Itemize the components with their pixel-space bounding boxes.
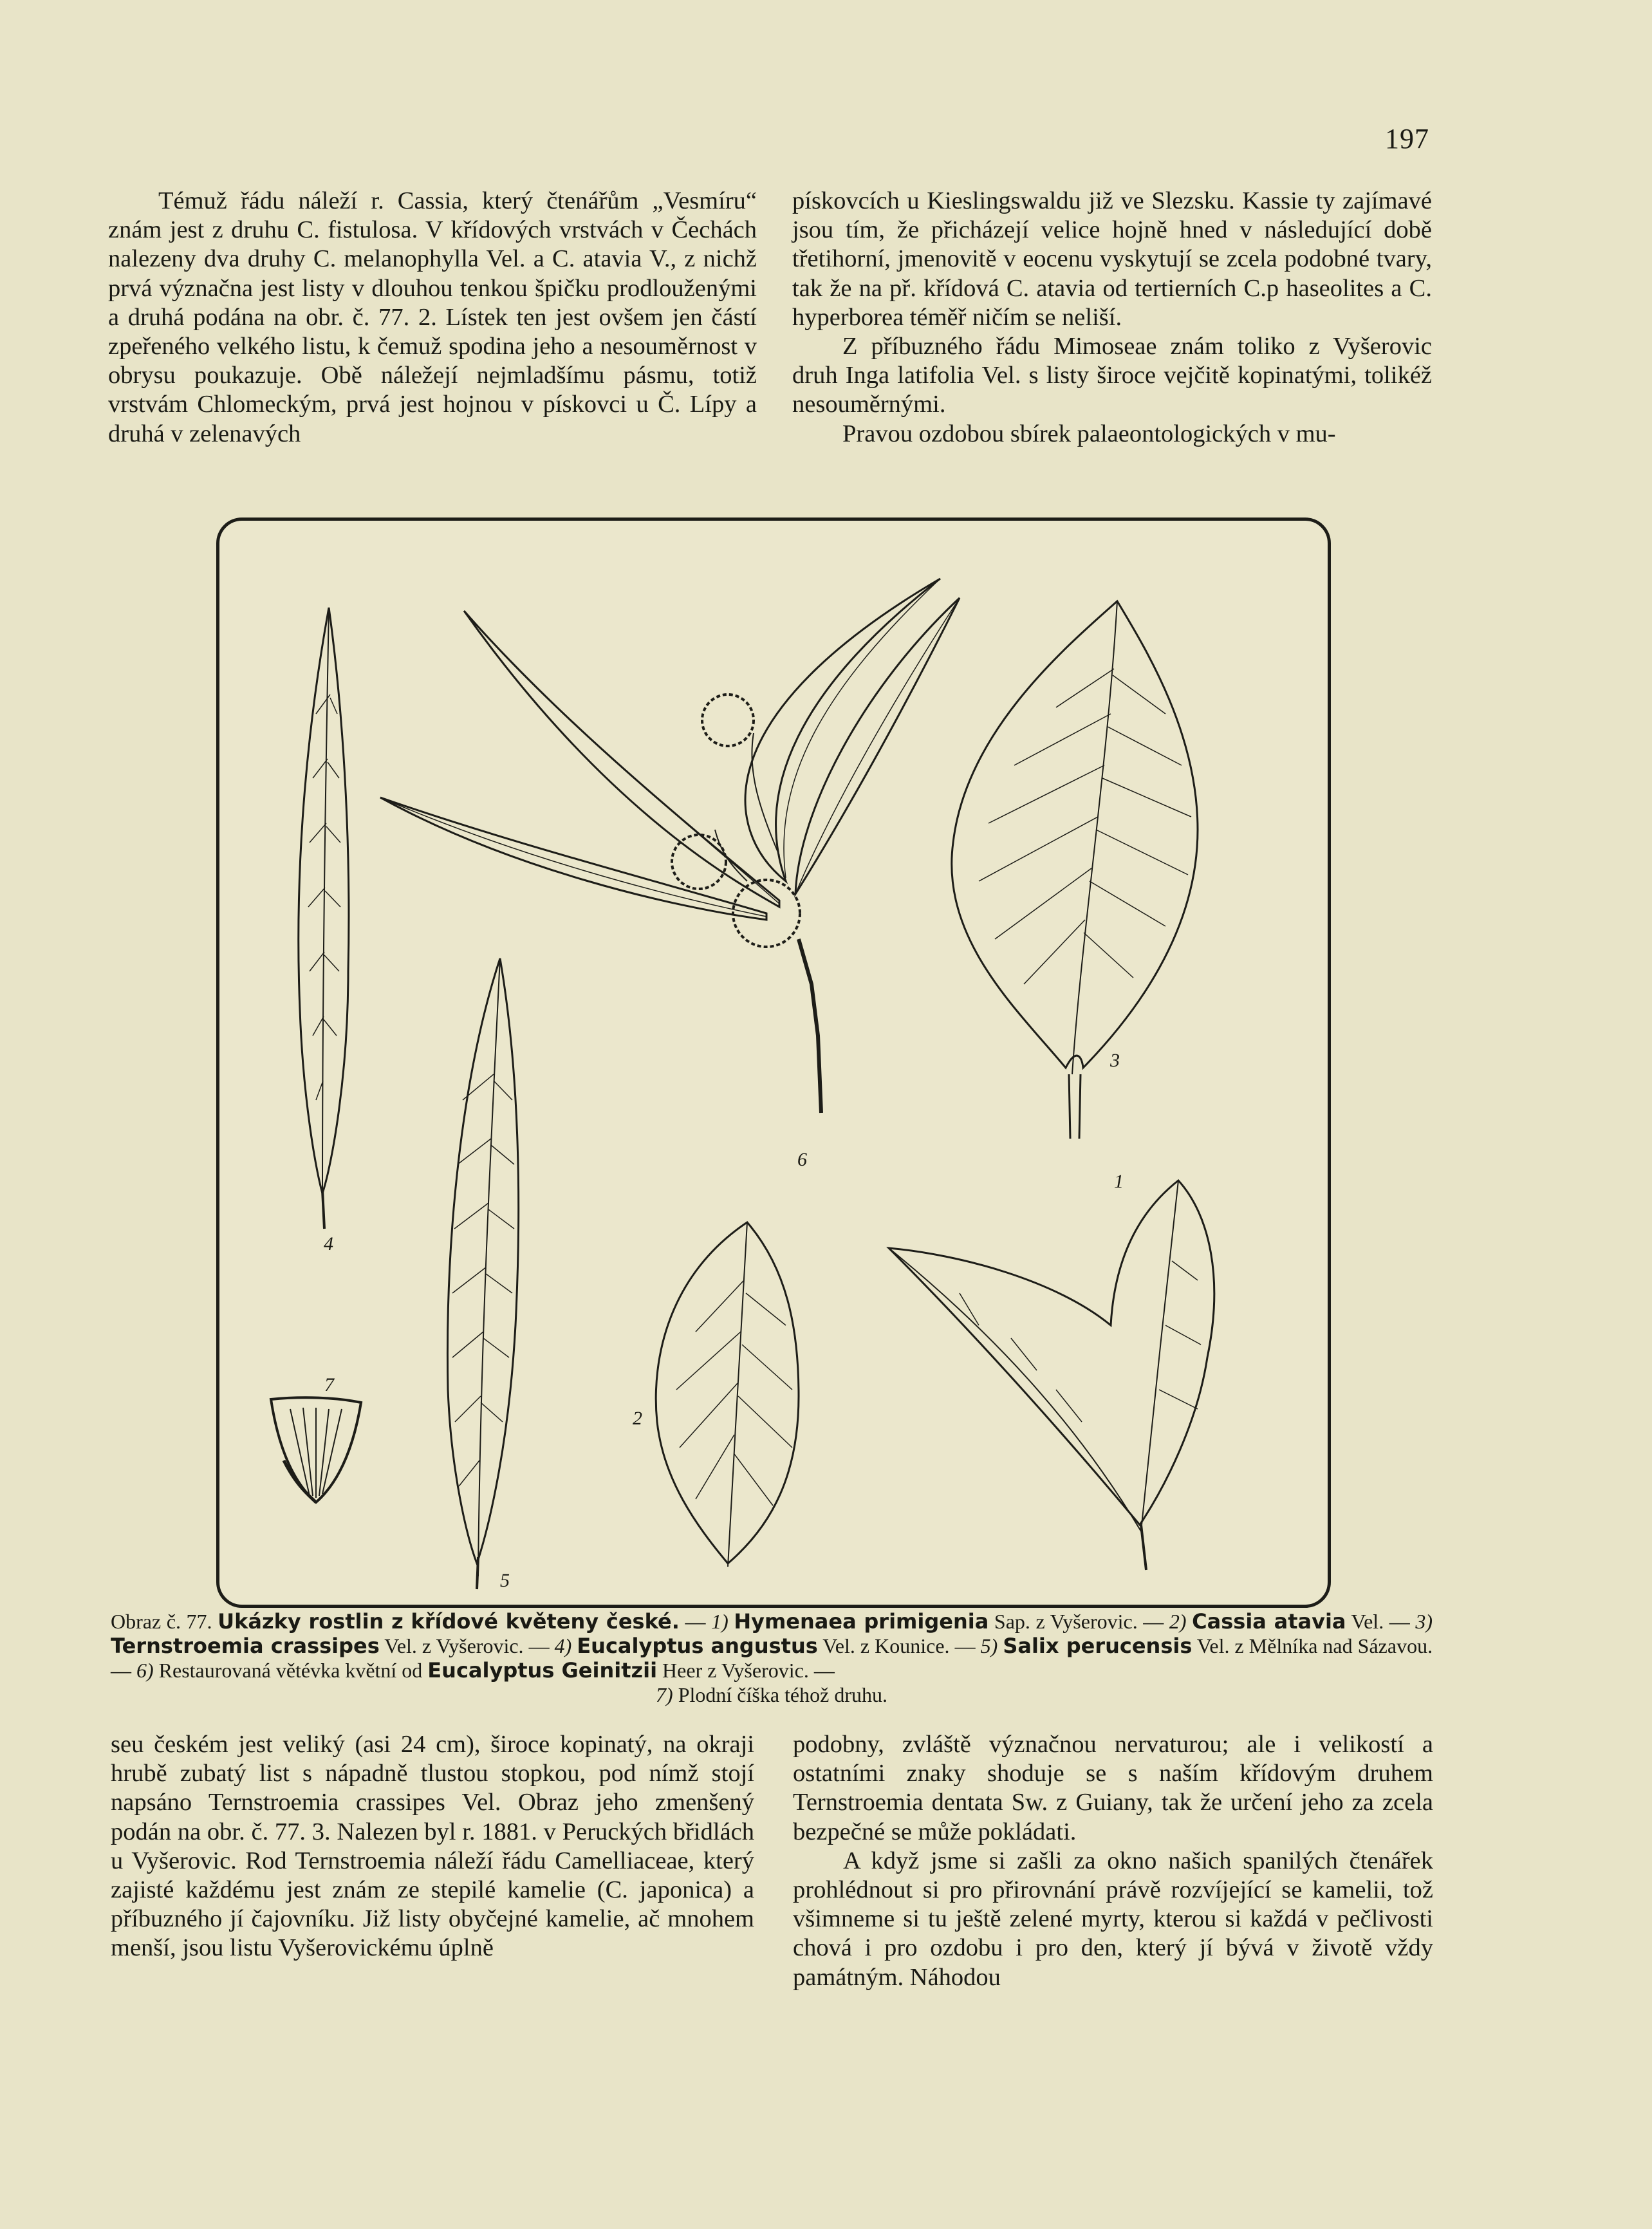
paragraph: podobny, zvláště význačnou nervaturou; ale i velikostí a ostatními znaky shoduje se s naším křídovým druhem Ternstroemia dentata Sw. z Guiany, tak že určení jeho za zcela bezpečné se může pokládati.: [793, 1731, 1433, 1845]
caption-prefix: Obraz č. 77.: [111, 1610, 212, 1633]
caption-num: 5): [980, 1634, 998, 1657]
caption-num: 7): [656, 1683, 673, 1706]
caption-num: 6): [136, 1659, 154, 1682]
caption-num: 4): [554, 1634, 572, 1657]
figure-label-3: 3: [1110, 1050, 1120, 1071]
caption-text: Sap. z Vyšerovic. —: [994, 1610, 1164, 1633]
caption-text: Vel. z Kounice. —: [822, 1634, 976, 1657]
figure-label-7: 7: [324, 1374, 334, 1395]
caption-species: Salix perucensis: [1003, 1634, 1193, 1658]
caption-text: Vel. z Mělníka nad Sázavou. —: [111, 1634, 1433, 1682]
column-top-left: [108, 187, 757, 449]
paragraph: Témuž řádu náleží r. Cassia, který čtenářům „Vesmíru“ znám jest z druhu C. fistulosa. V křídových vrstvách v Čechách nalezeny dva druhy C. melanophylla Vel. a C. atavia V., z nichž prvá význačna jest listy v dlouhou tenkou špičku prodlouženými a druhá podána na obr. č. 77. 2. Lístek ten jest ovšem jen částí zpeřeného velkého listu, k čemuž spodina jeho a nesouměrnost v obrysu poukazuje. Obě náležejí nejmladšímu pásmu, totiž vrstvám Chlomeckým, prvá jest hojnou v pískovci u Č. Lípy a druhá v zelenavých: [108, 187, 757, 447]
figure-label-1: 1: [1114, 1171, 1124, 1192]
caption-num: 1): [711, 1610, 729, 1633]
figure-label-6: 6: [797, 1149, 807, 1170]
leaf-3-drawing: [952, 601, 1198, 1139]
caption-text: Restaurovaná větévka květní od: [158, 1659, 423, 1682]
caption-num: 2): [1169, 1610, 1187, 1633]
leaf-1-drawing: [889, 1180, 1214, 1570]
page-number: 197: [1385, 123, 1429, 154]
caption-species: Eucalyptus angustus: [577, 1634, 818, 1658]
column-bottom-right: [793, 1730, 1433, 1992]
caption-species: Hymenaea primigenia: [734, 1609, 989, 1634]
paragraph: Z příbuzného řádu Mimoseae znám toliko z Vyšerovic druh Inga latifolia Vel. s listy široce vejčitě kopinatými, tolikéž nesouměrnými.: [792, 333, 1432, 418]
caption-title: Ukázky rostlin z křídové květeny české.: [218, 1609, 680, 1634]
paragraph: A když jsme si zašli za okno našich spanilých čtenářek prohlédnout si pro přirovnání právě rozvíjející se kamelii, tož všimneme si tu ještě zelené myrty, kterou si každá v pečlivosti chová i pro ozdobu i pro den, který jí bývá v životě vždy památným. Náhodou: [793, 1847, 1433, 1991]
caption-text: Plodní číška téhož druhu.: [678, 1683, 887, 1706]
caption-text: Heer z Vyšerovic. —: [662, 1659, 835, 1682]
column-bottom-left: [111, 1730, 754, 1963]
figure-label-2: 2: [633, 1408, 642, 1429]
plant-illustrations: [219, 521, 1328, 1605]
caption-num: 3): [1415, 1610, 1433, 1633]
figure-plate: [216, 518, 1331, 1608]
figure-caption: Obraz č. 77. Ukázky rostlin z křídové květeny české. — 1) Hymenaea primigenia Sap. z Vyšerovic. — 2) Cassia atavia Vel. — 3) Ternstroemia crassipes Vel. z Vyšerovic. — 4) Eucalyptus angustus Vel. z Kounice. — 5) Salix perucensis Vel. z Mělníka nad Sázavou. — 6) Restaurovaná větévka květní od Eucalyptus Geinitzii Heer z Vyšerovic. — 7) Plodní číška téhož druhu.: [111, 1609, 1433, 1706]
paragraph: seu českém jest veliký (asi 24 cm), široce kopinatý, na okraji hrubě zubatý list s nápadně tlustou stopkou, pod nímž stojí napsáno Ternstroemia crassipes Vel. Obraz jeho zmenšený podán na obr. č. 77. 3. Nalezen byl r. 1881. v Peruckých břidlách u Vyšerovic. Rod Ternstroemia náleží řádu Camelliaceae, který zajisté každému jest znám ze stepilé kamelie (C. japonica) a příbuzného jí čajovníku. Již listy obyčejné kamelie, ač mnohem menší, jsou listu Vyšerovickému úplně: [111, 1731, 754, 1962]
leaf-4-drawing: [299, 608, 349, 1229]
column-top-right: [792, 187, 1432, 449]
paragraph: pískovcích u Kieslingswaldu již ve Slezsku. Kassie ty zajímavé jsou tím, že přicházejí velice hojně hned v následující době třetihorní, jmenovitě v eocenu vyskytují se zcela podobné tvary, tak že na př. křídová C. atavia od tertierních C.p haseolites a C. hyperborea téměř ničím se neliší.: [792, 187, 1432, 331]
leaf-2-drawing: [656, 1222, 799, 1567]
branch-6-drawing: [380, 579, 960, 1113]
fruit-cup-7-drawing: [271, 1397, 361, 1502]
caption-text: Vel. —: [1351, 1610, 1410, 1633]
caption-text: Vel. z Vyšerovic. —: [384, 1634, 550, 1657]
paragraph: Pravou ozdobou sbírek palaeontologických v mu-: [842, 420, 1336, 447]
figure-label-5: 5: [500, 1570, 510, 1591]
leaf-5-drawing: [447, 958, 518, 1589]
caption-species: Eucalyptus Geinitzii: [427, 1658, 658, 1683]
caption-species: Ternstroemia crassipes: [111, 1634, 380, 1658]
figure-label-4: 4: [324, 1233, 333, 1254]
caption-species: Cassia atavia: [1192, 1609, 1346, 1634]
